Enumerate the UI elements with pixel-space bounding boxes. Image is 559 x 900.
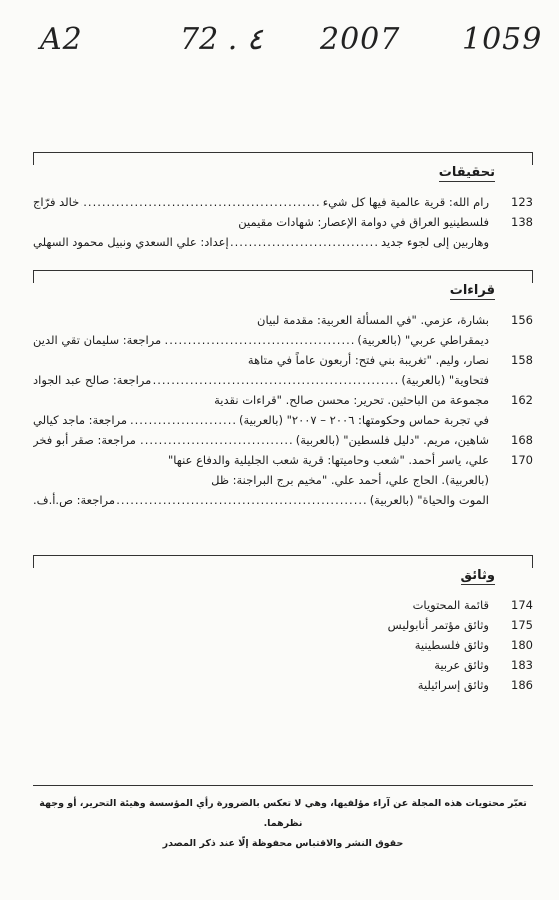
page-number: 123 <box>511 195 533 209</box>
entry-author: إعداد: علي السعدي ونبيل محمود السهلي <box>33 235 229 249</box>
page-number: 175 <box>511 618 533 632</box>
page-number: 174 <box>511 598 533 612</box>
toc-entry <box>33 192 533 212</box>
page-number: 186 <box>511 678 533 692</box>
entry-title: نصار، وليم. "تغريبة بني فتح: أربعون عاماً في متاهة <box>247 353 489 367</box>
page-number: 156 <box>511 313 533 327</box>
toc-entry <box>33 212 533 252</box>
entry-title: الموت والحياة" (بالعربية) <box>369 493 489 507</box>
copyright-text: حقوق النشر والاقتباس محفوظة إلّا عند ذكر المصدر <box>162 838 404 849</box>
toc-entry <box>33 390 533 430</box>
entry-reviewer: مراجعة: صالح عبد الجواد <box>33 373 152 387</box>
leader-dots <box>153 370 399 390</box>
entry-title: فتحاوية" (بالعربية) <box>401 373 489 387</box>
entry-reviewer: مراجعة: ص.أ.ف. <box>33 493 116 507</box>
section-readings <box>33 270 533 510</box>
entry-list <box>33 595 533 695</box>
entry-title: وثائق فلسطينية <box>414 638 489 652</box>
toc-entry <box>33 635 533 655</box>
toc-entry <box>33 655 533 675</box>
entry-title: وثائق عربية <box>434 658 489 672</box>
page-number: 138 <box>511 215 533 229</box>
entry-title: علي، ياسر أحمد. "شعب وحاميتها: قرية شعب الجليلية والدفاع عنها" <box>167 453 489 467</box>
section-title: وثائق <box>460 568 495 583</box>
entry-title: وهاربين إلى لجوء جديد <box>380 235 489 249</box>
leader-dots <box>117 490 368 510</box>
handwritten-number: 1059 <box>462 22 543 57</box>
toc-entry <box>33 430 533 450</box>
entry-title: في تجربة حماس وحكومتها: ٢٠٠٦ – ٢٠٠٧" (بالعربية) <box>239 413 489 427</box>
entry-title: وثائق مؤتمر أنابوليس <box>387 618 489 632</box>
section-rule <box>33 270 533 285</box>
entry-title: قائمة المحتويات <box>412 598 489 612</box>
section-rule <box>33 555 533 570</box>
section-documents <box>33 555 533 695</box>
page-number: 168 <box>511 433 533 447</box>
page-number: 180 <box>511 638 533 652</box>
section-rule <box>33 152 533 167</box>
entry-title: بشارة، عزمي. "في المسألة العربية: مقدمة لبيان <box>257 313 489 327</box>
entry-list <box>33 192 533 252</box>
entry-title: (بالعربية). الحاج علي، أحمد علي. "مخيم برج البراجنة: ظل <box>211 473 489 487</box>
section-investigations <box>33 152 533 252</box>
page-number: 170 <box>511 453 533 467</box>
handwritten-date-day: 72 . ٤ <box>180 22 263 57</box>
entry-author: خالد فرّاج <box>33 195 80 209</box>
toc-entry <box>33 675 533 695</box>
handwritten-date-year: 2007 <box>320 22 401 57</box>
section-title: تحقيقات <box>438 165 495 180</box>
entry-reviewer: مراجعة: سليمان تقي الدين <box>33 333 162 347</box>
toc-entry <box>33 350 533 390</box>
disclaimer-footer <box>33 785 533 854</box>
toc-entry <box>33 595 533 615</box>
toc-entry <box>33 450 533 510</box>
page-number: 162 <box>511 393 533 407</box>
entry-title: وثائق إسرائيلية <box>417 678 489 692</box>
leader-dots <box>231 232 379 252</box>
entry-title: رام الله: قرية عالمية فيها كل شيء <box>322 195 489 209</box>
leader-dots <box>129 410 237 430</box>
toc-entry <box>33 310 533 350</box>
entry-title: شاهين، مريم. "دليل فلسطين" (بالعربية) <box>295 433 489 447</box>
entry-title: ديمقراطي عربي" (بالعربية) <box>357 333 489 347</box>
section-title: قراءات <box>449 283 495 298</box>
leader-dots <box>81 192 320 212</box>
leader-dots <box>163 330 355 350</box>
handwritten-code: A2 <box>40 22 83 57</box>
entry-reviewer: مراجعة: صقر أبو فخر <box>33 433 136 447</box>
disclaimer-text: تعبّر محتويات هذه المجلة عن آراء مؤلفيها، وهي لا تعكس بالضرورة رأي المؤسسة وهيئة التحرير، أو وجهة نظرهما. <box>39 798 527 829</box>
entry-title: فلسطينيو العراق في دوامة الإعصار: شهادات مقيمين <box>238 215 489 229</box>
page-number: 183 <box>511 658 533 672</box>
entry-title: مجموعة من الباحثين. تحرير: محسن صالح. "قراءات نقدية <box>214 393 489 407</box>
entry-reviewer: مراجعة: ماجد كيالي <box>33 413 128 427</box>
page-number: 158 <box>511 353 533 367</box>
entry-list <box>33 310 533 510</box>
leader-dots <box>138 430 294 450</box>
toc-entry <box>33 615 533 635</box>
